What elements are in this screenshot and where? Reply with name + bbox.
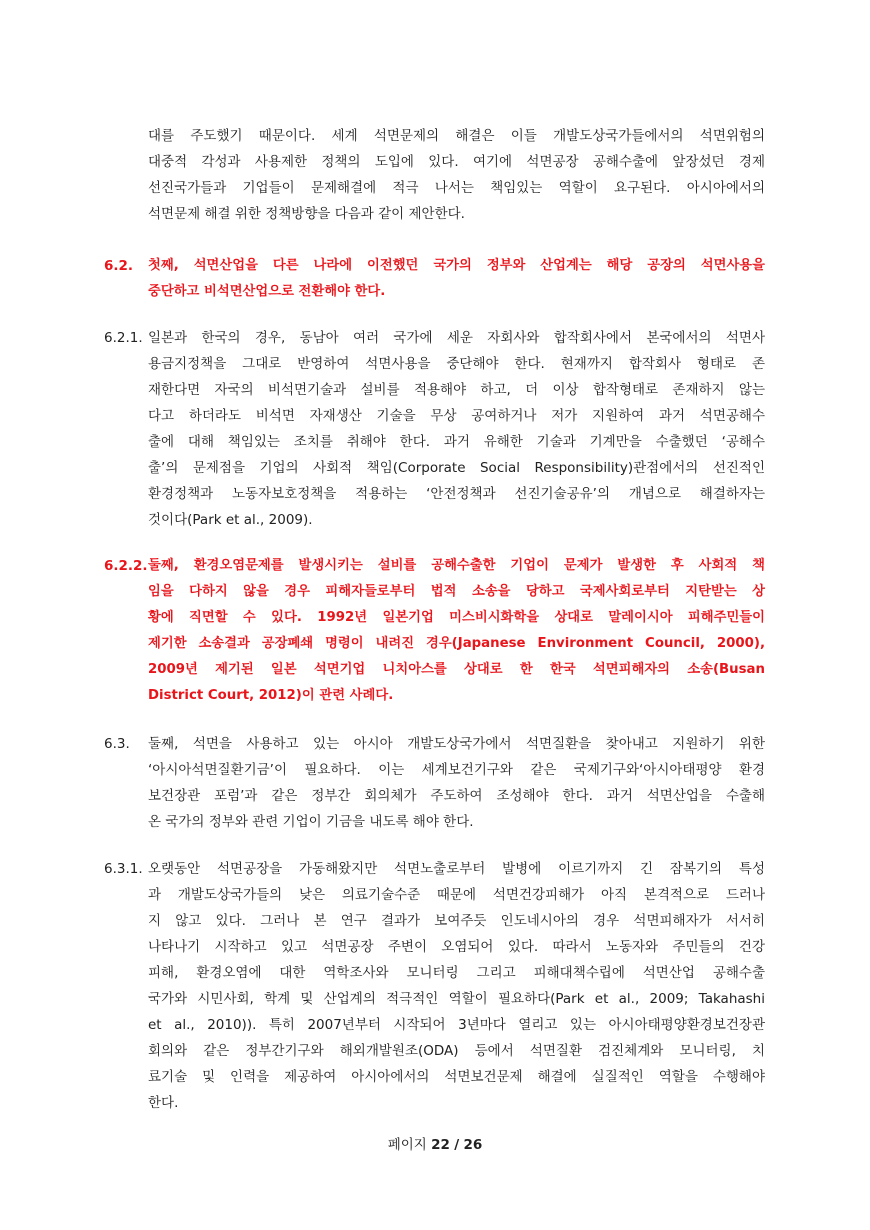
- text-line: 선진국가들과 기업들이 문제해결에 적극 나서는 책임있는 역할이 요구된다. 아시아에서의: [148, 180, 765, 196]
- text-line: 피해, 환경오염에 대한 역학조사와 모니터링 그리고 피해대책수립에 석면산업 공해수출: [148, 965, 765, 981]
- section-number: 6.3.: [104, 736, 130, 752]
- text-line: 국가와 시민사회, 학계 및 산업계의 적극적인 역할이 필요하다(Park et al., 2009; Takahashi: [148, 991, 765, 1007]
- text-line: et al., 2010)). 특히 2007년부터 시작되어 3년마다 열리고 있는 아시아태평양환경보건장관: [148, 1017, 765, 1033]
- text-line: 둘째, 석면을 사용하고 있는 아시아 개발도상국가에서 석면질환을 찾아내고 지원하기 위한: [148, 736, 765, 752]
- text-line: 나타나기 시작하고 있고 석면공장 주변이 오염되어 있다. 따라서 노동자와 주민들의 건강: [148, 939, 765, 955]
- text-line: 회의와 같은 정부간기구와 해외개발원조(ODA) 등에서 석면질환 검진체계와 모니터링, 치: [148, 1043, 765, 1059]
- text-line: 한다.: [148, 1095, 179, 1111]
- page-separator: /: [454, 1137, 460, 1153]
- page-total-number: 26: [463, 1137, 483, 1153]
- text-line: 대를 주도했기 때문이다. 세계 석면문제의 해결은 이들 개발도상국가들에서의 석면위험의: [148, 128, 765, 144]
- section-number: 6.3.1.: [104, 861, 143, 877]
- text-line: 온 국가의 정부와 관련 기업이 기금을 내도록 해야 한다.: [148, 814, 474, 830]
- text-line: District Court, 2012)이 관련 사례다.: [148, 688, 394, 703]
- text-line: 오랫동안 석면공장을 가동해왔지만 석면노출로부터 발병에 이르기까지 긴 잠복기의 특성: [148, 861, 765, 877]
- text-line: 다고 하더라도 비석면 자재생산 기술을 무상 공여하거나 저가 지원하여 과거 석면공해수: [148, 408, 765, 424]
- text-line: 석면문제 해결 위한 정책방향을 다음과 같이 제안한다.: [148, 206, 465, 222]
- section-number: 6.2.: [104, 258, 134, 274]
- text-line: 보건장관 포럼’과 같은 정부간 회의체가 주도하여 조성해야 한다. 과거 석면산업을 수출해: [148, 788, 765, 804]
- text-line: 출에 대해 책임있는 조치를 취해야 한다. 과거 유해한 기술과 기계만을 수출했던 ‘공해수: [148, 434, 765, 450]
- text-line: 황에 직면할 수 있다. 1992년 일본기업 미스비시화학을 상대로 말레이시아 피해주민들이: [148, 610, 765, 625]
- text-line: 제기한 소송결과 공장폐쇄 명령이 내려진 경우(Japanese Environment Council, 2000),: [148, 636, 765, 651]
- text-line: 환경정책과 노동자보호정책을 적용하는 ‘안전정책과 선진기술공유’의 개념으로 해결하자는: [148, 486, 765, 502]
- text-line: 둘째, 환경오염문제를 발생시키는 설비를 공해수출한 기업이 문제가 발생한 후 사회적 책: [148, 558, 765, 573]
- text-line: 대중적 각성과 사용제한 정책의 도입에 있다. 여기에 석면공장 공해수출에 앞장섰던 경제: [148, 154, 765, 170]
- section-number: 6.2.2.: [104, 558, 148, 574]
- text-line: 재한다면 자국의 비석면기술과 설비를 적용해야 하고, 더 이상 합작형태로 존재하지 않는: [148, 382, 765, 398]
- text-line: ‘아시아석면질환기금’이 필요하다. 이는 세계보건기구와 같은 국제기구와‘아시아태평양 환경: [148, 762, 765, 778]
- text-line: 임을 다하지 않을 경우 피해자들로부터 법적 소송을 당하고 국제사회로부터 지탄받는 상: [148, 584, 765, 599]
- text-line: 료기술 및 인력을 제공하여 아시아에서의 석면보건문제 해결에 실질적인 역할을 수행해야: [148, 1069, 765, 1085]
- text-line: 2009년 제기된 일본 석면기업 니치아스를 상대로 한 한국 석면피해자의 소송(Busan: [148, 662, 765, 677]
- text-line: 출’의 문제점을 기업의 사회적 책임(Corporate Social Responsibility)관점에서의 선진적인: [148, 460, 765, 476]
- text-line: 용금지정책을 그대로 반영하여 석면사용을 중단해야 한다. 현재까지 합작회사 형태로 존: [148, 356, 765, 372]
- page-footer: [0, 1135, 870, 1155]
- text-line: 첫째, 석면산업을 다른 나라에 이전했던 국가의 정부와 산업계는 해당 공장의 석면사용을: [148, 258, 765, 273]
- text-line: 것이다(Park et al., 2009).: [148, 512, 313, 528]
- text-line: 지 않고 있다. 그러나 본 연구 결과가 보여주듯 인도네시아의 경우 석면피해자가 서서히: [148, 913, 765, 929]
- section-number: 6.2.1.: [104, 330, 143, 346]
- text-line: 중단하고 비석면산업으로 전환해야 한다.: [148, 284, 386, 299]
- page-current-number: 22: [431, 1137, 450, 1153]
- page-label: 페이지: [387, 1137, 427, 1153]
- text-line: 과 개발도상국가들의 낮은 의료기술수준 때문에 석면건강피해가 아직 본격적으로 드러나: [148, 887, 765, 903]
- text-line: 일본과 한국의 경우, 동남아 여러 국가에 세운 자회사와 합작회사에서 본국에서의 석면사: [148, 330, 765, 346]
